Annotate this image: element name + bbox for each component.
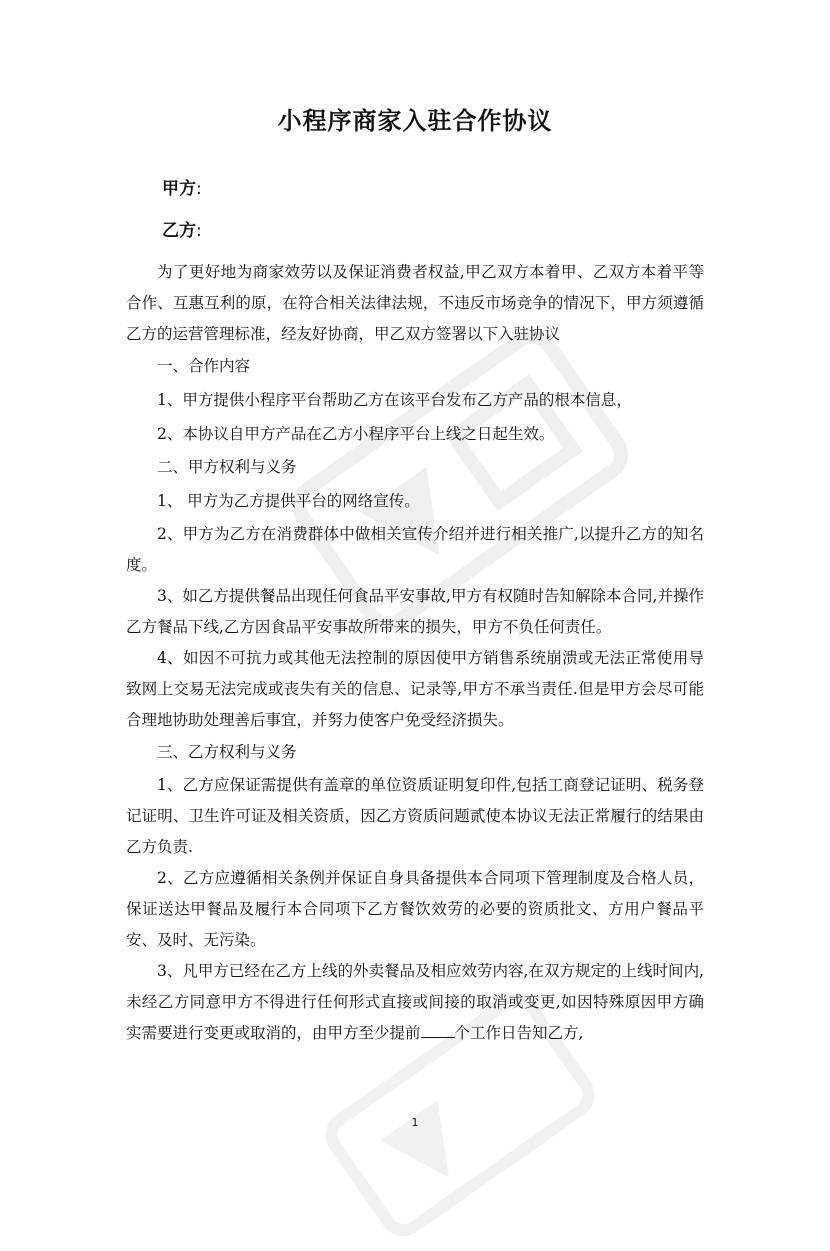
clause-text: 3、凡甲方已经在乙方上线的外卖餐品及相应效劳内容,在双方规定的上线时间内,未经乙方同意甲方不得进行任何形式直接或间接的取消或变更,如因特殊原因甲方确实需要进行变更或取消的，由甲方至少提前	[126, 961, 704, 1042]
agreement-body	[126, 257, 704, 1049]
clause-paragraph: 2、本协议自甲方产品在乙方小程序平台上线之日起生效。	[157, 424, 555, 443]
intro-paragraph: 为了更好地为商家效劳以及保证消费者权益,甲乙双方本着甲、乙双方本着平等合作、互惠互利的原，在符合相关法律法规，不违反市场竞争的情况下，甲方须遵循乙方的运营管理标准，经友好协商，甲乙双方签署以下入驻协议	[126, 263, 704, 343]
clause-text: 个工作日告知乙方,	[454, 1023, 584, 1042]
clause-paragraph: 1、乙方应保证需提供有盖章的单位资质证明复印件,包括工商登记证明、税务登记证明、卫生许可证及相关资质，因乙方资质问题贰使本协议无法正常履行的结果由乙方负责.	[126, 775, 704, 856]
clause-paragraph: 2、乙方应遵循相关条例并保证自身具备提供本合同项下管理制度及合格人员，保证送达甲餐品及履行本合同项下乙方餐饮效劳的必要的资质批文、方用户餐品平安、及时、无污染。	[126, 868, 704, 949]
section-heading: 三、乙方权利与义务	[157, 742, 297, 761]
clause-paragraph: 1、甲方提供小程序平台帮助乙方在该平台发布乙方产品的根本信息，	[157, 390, 632, 409]
clause-paragraph: 4、如因不可抗力或其他无法控制的原因使甲方销售系统崩溃或无法正常使用导致网上交易无法完成或丧失有关的信息、记录等,甲方不承当责任.但是甲方会尽可能合理地协助处理善后事宜，并努力使客户免受经济损失。	[126, 648, 704, 729]
section-heading: 二、甲方权利与义务	[157, 458, 297, 477]
section-heading: 一、合作内容	[157, 357, 251, 375]
clause-paragraph-with-blank	[126, 956, 704, 1049]
party-a-label: 甲方	[162, 179, 196, 199]
clause-paragraph: 2、甲方为乙方在消费群体中做相关宣传介绍并进行相关推广,以提升乙方的知名度。	[126, 524, 704, 574]
page-number: 1	[411, 1116, 419, 1129]
document-title: 小程序商家入驻合作协议	[277, 107, 553, 135]
party-a-colon: :	[196, 179, 202, 199]
clause-paragraph: 1、 甲方为乙方提供平台的网络宣传。	[157, 492, 420, 511]
party-b-colon: :	[196, 221, 202, 241]
clause-paragraph: 3、如乙方提供餐品出现任何食品平安事故,甲方有权随时告知解除本合同,并操作乙方餐品下线,乙方因食品平安事故所带来的损失，甲方不负任何责任。	[126, 586, 704, 636]
party-a-line	[162, 177, 202, 201]
fill-in-blank	[421, 1023, 455, 1038]
party-b-line	[162, 219, 202, 243]
party-b-label: 乙方	[162, 221, 196, 241]
